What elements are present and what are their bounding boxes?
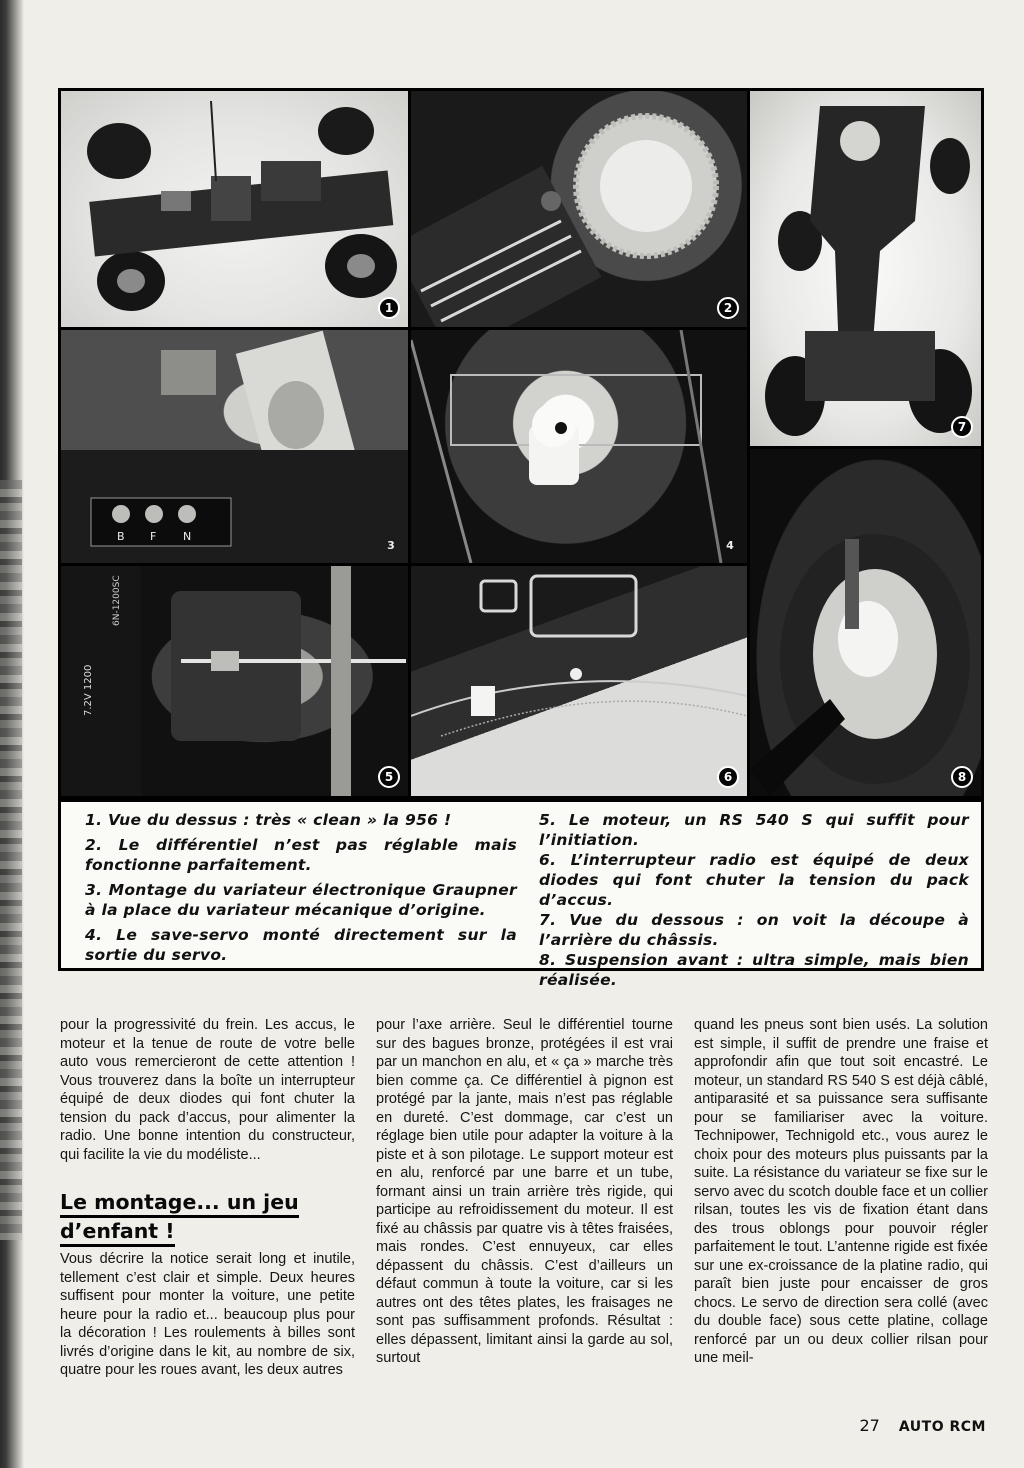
caption-4: 4. Le save-servo monté directement sur la sortie du servo. — [85, 926, 517, 964]
switch-label-b: B — [117, 530, 125, 543]
article-column-3 — [694, 1016, 988, 1368]
article-column-2 — [376, 1016, 673, 1368]
photo-number-badge: 2 — [717, 297, 739, 319]
speed-controller-illustration — [61, 330, 408, 563]
photo-6-radio-switch — [411, 566, 747, 796]
photo-number-badge: 5 — [378, 766, 400, 788]
section-heading — [60, 1188, 355, 1246]
photo-2-differential — [411, 91, 747, 327]
section-heading-line-1: Le montage... un jeu — [60, 1190, 299, 1218]
switch-label-n: N — [183, 530, 192, 543]
photo-3-speed-controller — [61, 330, 408, 563]
captions-right-column — [539, 810, 969, 990]
motor-illustration — [61, 566, 408, 796]
car-top-view-illustration — [61, 91, 408, 327]
caption-6: 6. L’interrupteur radio est équipé de deux diodes qui font chuter la tension du pack d’accus. — [539, 851, 969, 909]
page-footer — [859, 1416, 986, 1435]
page-number: 27 — [859, 1416, 880, 1435]
battery-label: 7.2V 1200 — [83, 664, 94, 716]
article-paragraph: pour l’axe arrière. Seul le différentiel tourne sur des bagues bronze, protégées il est vrai par un manchon en alu, et « ça » marche très bien comme ça. Ce différentiel à pignon est protégé par la jante, mais n’est pas réglable en dureté. C’est dommage, car c’est un réglage bien utile pour adapter la voiture à la piste et à son pilotage. Le support moteur est en alu, renforcé par une barre et un tube, formant ainsi un train arrière très rigide, qui participe au refroidissement du moteur. Il est fixé au châssis par quatre vis à têtes fraisées, mais rondes. C’est ennuyeux, car elles dépassent du châssis. C’est d’ailleurs un défaut commun à toute la voiture, car si les autres ont des têtes plates, les fraisages ne sont pas suffisamment profonds. Résultat : elles dépassent, limitant ainsi la garde au sol, surtout — [376, 1017, 673, 1366]
photo-grid — [58, 88, 984, 799]
photo-1-top-view — [61, 91, 408, 327]
caption-5: 5. Le moteur, un RS 540 S qui suffit pour l’initiation. — [539, 811, 969, 849]
photo-7-bottom-view — [750, 91, 981, 446]
switch-label-f: F — [150, 530, 157, 543]
photo-captions — [58, 799, 984, 989]
battery-side-label: 6N-1200SC — [112, 575, 122, 626]
differential-illustration — [411, 91, 747, 327]
caption-2: 2. Le différentiel n’est pas réglable mais fonctionne parfaitement. — [85, 836, 517, 874]
caption-3: 3. Montage du variateur électronique Graupner à la place du variateur mécanique d’origine. — [85, 881, 517, 919]
article-column-1 — [60, 1016, 355, 1380]
page-left-edge — [0, 0, 24, 1468]
front-suspension-illustration — [750, 449, 981, 796]
photo-number-badge: 4 — [726, 539, 734, 552]
photo-number-badge: 7 — [951, 416, 973, 438]
article-paragraph: pour la progressivité du frein. Les accus, le moteur et la tenue de route de votre belle auto vous remercieront de cette attention ! Vous trouverez dans la boîte un interrupteur équipé de deux diodes qui font chuter la tension du pack d’accus, pour alimenter la radio. Une bonne intention du constructeur, qui facilite la vie du modéliste... — [60, 1017, 355, 1163]
caption-7: 7. Vue du dessous : on voit la découpe à l’arrière du châssis. — [539, 911, 969, 949]
photo-8-front-suspension — [750, 449, 981, 796]
photo-5-motor — [61, 566, 408, 796]
article-paragraph: Vous décrire la notice serait long et inutile, tellement c’est clair et simple. Deux heures suffisent pour monter la voiture, une petite heure pour la radio et... beaucoup plus pour la décoration ! Les roulements à billes sont livrés d’origine dans le kit, au nombre de six, quatre pour les roues avant, les deux autres — [60, 1251, 355, 1378]
captions-left-column — [85, 810, 517, 970]
caption-1: 1. Vue du dessus : très « clean » la 956 ! — [85, 811, 452, 829]
car-bottom-view-illustration — [750, 91, 981, 446]
radio-switch-illustration — [411, 566, 747, 796]
section-heading-line-2: d’enfant ! — [60, 1219, 175, 1247]
photo-number-badge: 8 — [951, 766, 973, 788]
article-paragraph: quand les pneus sont bien usés. La solution est simple, il suffit de prendre une fraise et approfondir afin que tout soit encastré. Le moteur, un standard RS 540 S est déjà câblé, antiparasité et sa puissance sera suffisante pour se familiariser avec la voiture. Technipower, Technigold etc., vous aurez le choix pour des moteurs plus puissants par la suite. La résistance du variateur se fixe sur le servo avec du scotch double face et un collier rilsan, toutes les vis de fixation étant dans des trous oblongs pour pouvoir régler parfaitement le tout. L’antenne rigide est fixée sur une ex-croissance de la platine radio, qui paraît bien juste pour encaisser de gros chocs. Le servo de direction sera collé (avec du double face) sous cette platine, collage renforcé par un ou deux collier rilsan pour une meil- — [694, 1017, 988, 1366]
photo-number-badge: 3 — [387, 539, 395, 552]
save-servo-illustration — [411, 330, 747, 563]
photo-number-badge: 1 — [378, 297, 400, 319]
magazine-name: AUTO RCM — [898, 1419, 986, 1435]
caption-8: 8. Suspension avant : ultra simple, mais bien réalisée. — [539, 951, 969, 989]
photo-number-badge: 6 — [717, 766, 739, 788]
photo-4-save-servo — [411, 330, 747, 563]
